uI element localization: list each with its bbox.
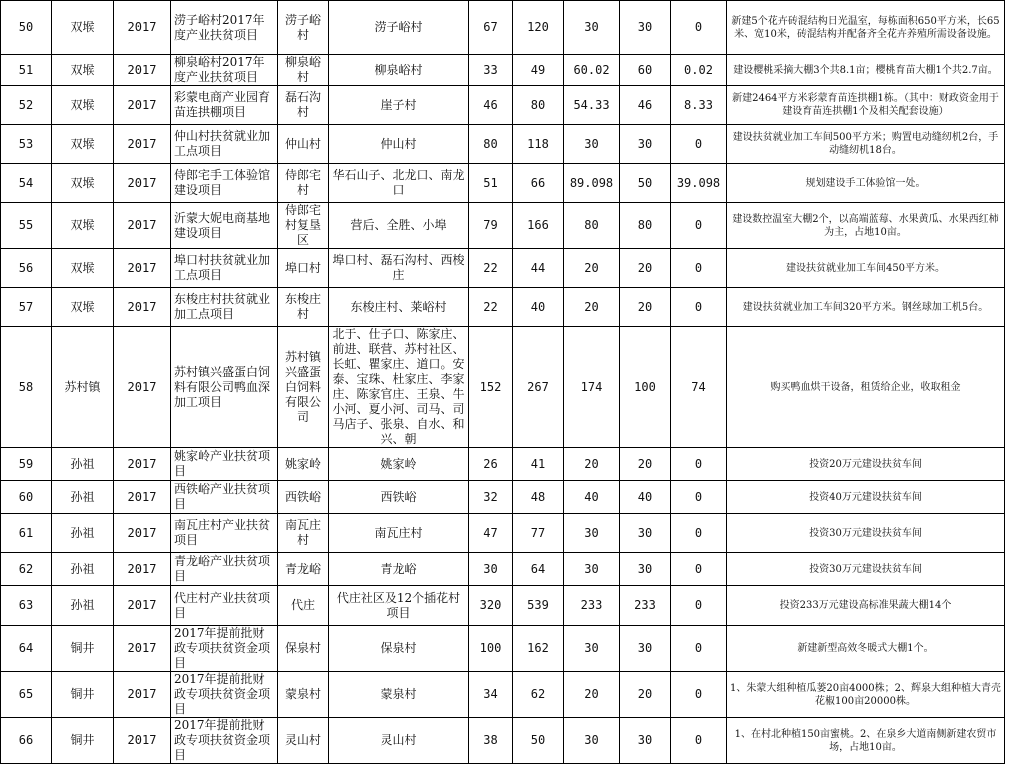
row-number: 64	[1, 626, 52, 672]
town-cell: 孙祖	[52, 514, 114, 553]
total-fund-cell: 30	[564, 553, 620, 586]
finance-fund-cell: 30	[620, 125, 671, 164]
people-cell: 41	[513, 448, 564, 481]
year-cell: 2017	[114, 164, 171, 203]
people-cell: 162	[513, 626, 564, 672]
town-cell: 孙祖	[52, 448, 114, 481]
project-name-cell: 东梭庄村扶贫就业加工点项目	[171, 288, 278, 327]
table-row	[1, 125, 1005, 164]
table-row	[1, 553, 1005, 586]
row-number: 57	[1, 288, 52, 327]
description-cell: 购买鸭血烘干设备，租赁给企业，收取租金	[727, 327, 1005, 448]
town-cell: 双堠	[52, 86, 114, 125]
description-cell: 投资40万元建设扶贫车间	[727, 481, 1005, 514]
households-cell: 33	[469, 55, 513, 86]
households-cell: 46	[469, 86, 513, 125]
people-cell: 40	[513, 288, 564, 327]
table-row	[1, 514, 1005, 553]
village-cell: 北于、仕子口、陈家庄、前进、联营、苏村社区、长虹、瞿家庄、道口。安泰、宝珠、杜家庄、李家庄、陈家官庄、王泉、牛小河、夏小河、司马、司马店子、张泉、自水、和兴、朝	[329, 327, 469, 448]
description-cell: 投资30万元建设扶贫车间	[727, 514, 1005, 553]
people-cell: 80	[513, 86, 564, 125]
total-fund-cell: 20	[564, 249, 620, 288]
other-fund-cell: 0	[671, 203, 727, 249]
town-cell: 双堠	[52, 288, 114, 327]
year-cell: 2017	[114, 514, 171, 553]
total-fund-cell: 80	[564, 203, 620, 249]
town-cell: 双堠	[52, 55, 114, 86]
other-fund-cell: 0	[671, 514, 727, 553]
row-number: 50	[1, 1, 52, 55]
other-fund-cell: 0	[671, 125, 727, 164]
village-cell: 柳泉峪村	[329, 55, 469, 86]
village-cell: 代庄社区及12个插花村项目	[329, 586, 469, 626]
households-cell: 22	[469, 288, 513, 327]
project-name-cell: 仲山村扶贫就业加工点项目	[171, 125, 278, 164]
town-cell: 铜井	[52, 626, 114, 672]
year-cell: 2017	[114, 626, 171, 672]
project-name-cell: 南瓦庄村产业扶贫项目	[171, 514, 278, 553]
finance-fund-cell: 20	[620, 672, 671, 718]
year-cell: 2017	[114, 203, 171, 249]
households-cell: 51	[469, 164, 513, 203]
village-cell: 保泉村	[329, 626, 469, 672]
finance-fund-cell: 46	[620, 86, 671, 125]
total-fund-cell: 20	[564, 288, 620, 327]
people-cell: 62	[513, 672, 564, 718]
other-fund-cell: 0	[671, 626, 727, 672]
people-cell: 49	[513, 55, 564, 86]
village-cell: 姚家岭	[329, 448, 469, 481]
total-fund-cell: 30	[564, 125, 620, 164]
unit-cell: 仲山村	[278, 125, 329, 164]
year-cell: 2017	[114, 249, 171, 288]
town-cell: 孙祖	[52, 586, 114, 626]
unit-cell: 侍郎宅村复垦区	[278, 203, 329, 249]
project-name-cell: 青龙峪产业扶贫项目	[171, 553, 278, 586]
other-fund-cell: 0	[671, 672, 727, 718]
description-cell: 新建新型高效冬暖式大棚1个。	[727, 626, 1005, 672]
people-cell: 267	[513, 327, 564, 448]
table-row	[1, 327, 1005, 448]
people-cell: 118	[513, 125, 564, 164]
project-name-cell: 代庄村产业扶贫项目	[171, 586, 278, 626]
unit-cell: 东梭庄村	[278, 288, 329, 327]
total-fund-cell: 30	[564, 718, 620, 764]
households-cell: 26	[469, 448, 513, 481]
total-fund-cell: 30	[564, 1, 620, 55]
row-number: 53	[1, 125, 52, 164]
unit-cell: 西铁峪	[278, 481, 329, 514]
other-fund-cell: 0	[671, 249, 727, 288]
village-cell: 营后、全胜、小埠	[329, 203, 469, 249]
village-cell: 青龙峪	[329, 553, 469, 586]
table-row	[1, 55, 1005, 86]
project-name-cell: 2017年提前批财政专项扶贫资金项目	[171, 718, 278, 764]
project-name-cell: 2017年提前批财政专项扶贫资金项目	[171, 672, 278, 718]
village-cell: 蒙泉村	[329, 672, 469, 718]
project-name-cell: 埠口村扶贫就业加工点项目	[171, 249, 278, 288]
table-row	[1, 718, 1005, 764]
households-cell: 22	[469, 249, 513, 288]
description-cell: 建设樱桃采摘大棚3个共8.1亩；樱桃育苗大棚1个共2.7亩。	[727, 55, 1005, 86]
finance-fund-cell: 20	[620, 288, 671, 327]
table-row	[1, 86, 1005, 125]
unit-cell: 代庄	[278, 586, 329, 626]
households-cell: 320	[469, 586, 513, 626]
total-fund-cell: 20	[564, 448, 620, 481]
households-cell: 38	[469, 718, 513, 764]
other-fund-cell: 8.33	[671, 86, 727, 125]
table-row	[1, 448, 1005, 481]
project-name-cell: 苏村镇兴盛蛋白饲料有限公司鸭血深加工项目	[171, 327, 278, 448]
town-cell: 双堠	[52, 164, 114, 203]
description-cell: 建设扶贫就业加工车间320平方米。钢丝球加工机5台。	[727, 288, 1005, 327]
row-number: 63	[1, 586, 52, 626]
row-number: 54	[1, 164, 52, 203]
village-cell: 华石山子、北龙口、南龙口	[329, 164, 469, 203]
finance-fund-cell: 40	[620, 481, 671, 514]
total-fund-cell: 60.02	[564, 55, 620, 86]
year-cell: 2017	[114, 586, 171, 626]
people-cell: 539	[513, 586, 564, 626]
town-cell: 双堠	[52, 1, 114, 55]
year-cell: 2017	[114, 553, 171, 586]
total-fund-cell: 30	[564, 626, 620, 672]
households-cell: 34	[469, 672, 513, 718]
row-number: 52	[1, 86, 52, 125]
village-cell: 涝子峪村	[329, 1, 469, 55]
row-number: 51	[1, 55, 52, 86]
description-cell: 1、在村北种植150亩蜜桃。2、在泉乡大道南侧新建农贸市场，占地10亩。	[727, 718, 1005, 764]
unit-cell: 埠口村	[278, 249, 329, 288]
village-cell: 仲山村	[329, 125, 469, 164]
total-fund-cell: 233	[564, 586, 620, 626]
other-fund-cell: 0	[671, 481, 727, 514]
row-number: 66	[1, 718, 52, 764]
other-fund-cell: 0	[671, 586, 727, 626]
finance-fund-cell: 30	[620, 718, 671, 764]
finance-fund-cell: 60	[620, 55, 671, 86]
village-cell: 埠口村、磊石沟村、西梭庄	[329, 249, 469, 288]
unit-cell: 侍郎宅村	[278, 164, 329, 203]
village-cell: 崖子村	[329, 86, 469, 125]
total-fund-cell: 174	[564, 327, 620, 448]
description-cell: 投资233万元建设高标准果蔬大棚14个	[727, 586, 1005, 626]
people-cell: 44	[513, 249, 564, 288]
year-cell: 2017	[114, 327, 171, 448]
other-fund-cell: 39.098	[671, 164, 727, 203]
year-cell: 2017	[114, 288, 171, 327]
finance-fund-cell: 30	[620, 626, 671, 672]
other-fund-cell: 0	[671, 288, 727, 327]
finance-fund-cell: 30	[620, 514, 671, 553]
people-cell: 77	[513, 514, 564, 553]
description-cell: 建设扶贫就业加工车间450平方米。	[727, 249, 1005, 288]
finance-fund-cell: 50	[620, 164, 671, 203]
total-fund-cell: 30	[564, 514, 620, 553]
year-cell: 2017	[114, 448, 171, 481]
households-cell: 152	[469, 327, 513, 448]
town-cell: 铜井	[52, 672, 114, 718]
row-number: 59	[1, 448, 52, 481]
description-cell: 建设扶贫就业加工车间500平方米；购置电动缝纫机2台，手动缝纫机18台。	[727, 125, 1005, 164]
row-number: 58	[1, 327, 52, 448]
town-cell: 孙祖	[52, 553, 114, 586]
project-name-cell: 侍郎宅手工体验馆建设项目	[171, 164, 278, 203]
households-cell: 100	[469, 626, 513, 672]
year-cell: 2017	[114, 718, 171, 764]
finance-fund-cell: 30	[620, 553, 671, 586]
description-cell: 规划建设手工体验馆一处。	[727, 164, 1005, 203]
unit-cell: 磊石沟村	[278, 86, 329, 125]
table-row	[1, 203, 1005, 249]
description-cell: 投资30万元建设扶贫车间	[727, 553, 1005, 586]
year-cell: 2017	[114, 1, 171, 55]
people-cell: 50	[513, 718, 564, 764]
unit-cell: 灵山村	[278, 718, 329, 764]
row-number: 65	[1, 672, 52, 718]
finance-fund-cell: 80	[620, 203, 671, 249]
unit-cell: 柳泉峪村	[278, 55, 329, 86]
village-cell: 南瓦庄村	[329, 514, 469, 553]
description-cell: 1、朱蒙大组种植瓜蒌20亩4000株；2、辉泉大组种植大青壳花椒100亩20000株。	[727, 672, 1005, 718]
finance-fund-cell: 20	[620, 249, 671, 288]
total-fund-cell: 20	[564, 672, 620, 718]
town-cell: 双堠	[52, 249, 114, 288]
people-cell: 48	[513, 481, 564, 514]
households-cell: 47	[469, 514, 513, 553]
town-cell: 铜井	[52, 718, 114, 764]
town-cell: 双堠	[52, 203, 114, 249]
table-row	[1, 288, 1005, 327]
project-name-cell: 柳泉峪村2017年度产业扶贫项目	[171, 55, 278, 86]
town-cell: 孙祖	[52, 481, 114, 514]
unit-cell: 姚家岭	[278, 448, 329, 481]
finance-fund-cell: 233	[620, 586, 671, 626]
project-name-cell: 涝子峪村2017年度产业扶贫项目	[171, 1, 278, 55]
other-fund-cell: 0	[671, 718, 727, 764]
people-cell: 66	[513, 164, 564, 203]
people-cell: 120	[513, 1, 564, 55]
project-name-cell: 沂蒙大妮电商基地建设项目	[171, 203, 278, 249]
row-number: 61	[1, 514, 52, 553]
row-number: 60	[1, 481, 52, 514]
households-cell: 80	[469, 125, 513, 164]
town-cell: 双堠	[52, 125, 114, 164]
year-cell: 2017	[114, 672, 171, 718]
year-cell: 2017	[114, 481, 171, 514]
description-cell: 投资20万元建设扶贫车间	[727, 448, 1005, 481]
town-cell: 苏村镇	[52, 327, 114, 448]
village-cell: 灵山村	[329, 718, 469, 764]
description-cell: 建设数控温室大棚2个，以高端蓝莓、水果黄瓜、水果西红柿为主，占地10亩。	[727, 203, 1005, 249]
households-cell: 79	[469, 203, 513, 249]
total-fund-cell: 89.098	[564, 164, 620, 203]
description-cell: 新建5个花卉砖混结构日光温室，每栋面积650平方米，长65米、宽10米，砖混结构并配备齐全花卉养殖所需设备设施。	[727, 1, 1005, 55]
row-number: 55	[1, 203, 52, 249]
households-cell: 30	[469, 553, 513, 586]
other-fund-cell: 0	[671, 1, 727, 55]
year-cell: 2017	[114, 55, 171, 86]
project-name-cell: 姚家岭产业扶贫项目	[171, 448, 278, 481]
total-fund-cell: 54.33	[564, 86, 620, 125]
other-fund-cell: 74	[671, 327, 727, 448]
other-fund-cell: 0.02	[671, 55, 727, 86]
project-name-cell: 彩蒙电商产业园育苗连拱棚项目	[171, 86, 278, 125]
table-row	[1, 249, 1005, 288]
year-cell: 2017	[114, 86, 171, 125]
unit-cell: 保泉村	[278, 626, 329, 672]
project-name-cell: 西铁峪产业扶贫项目	[171, 481, 278, 514]
description-cell: 新建2464平方米彩蒙育苗连拱棚1栋。（其中：财政资金用于建设育苗连拱棚1个及相关配套设施）	[727, 86, 1005, 125]
table-row	[1, 164, 1005, 203]
village-cell: 西铁峪	[329, 481, 469, 514]
finance-fund-cell: 100	[620, 327, 671, 448]
table-row	[1, 586, 1005, 626]
unit-cell: 涝子峪村	[278, 1, 329, 55]
row-number: 62	[1, 553, 52, 586]
people-cell: 64	[513, 553, 564, 586]
finance-fund-cell: 20	[620, 448, 671, 481]
table-row	[1, 626, 1005, 672]
table-row	[1, 1, 1005, 55]
total-fund-cell: 40	[564, 481, 620, 514]
people-cell: 166	[513, 203, 564, 249]
project-name-cell: 2017年提前批财政专项扶贫资金项目	[171, 626, 278, 672]
households-cell: 67	[469, 1, 513, 55]
other-fund-cell: 0	[671, 553, 727, 586]
unit-cell: 苏村镇兴盛蛋白饲料有限公司	[278, 327, 329, 448]
finance-fund-cell: 30	[620, 1, 671, 55]
table-row	[1, 481, 1005, 514]
row-number: 56	[1, 249, 52, 288]
other-fund-cell: 0	[671, 448, 727, 481]
table-row	[1, 672, 1005, 718]
village-cell: 东梭庄村、莱峪村	[329, 288, 469, 327]
unit-cell: 青龙峪	[278, 553, 329, 586]
unit-cell: 南瓦庄村	[278, 514, 329, 553]
unit-cell: 蒙泉村	[278, 672, 329, 718]
households-cell: 32	[469, 481, 513, 514]
year-cell: 2017	[114, 125, 171, 164]
